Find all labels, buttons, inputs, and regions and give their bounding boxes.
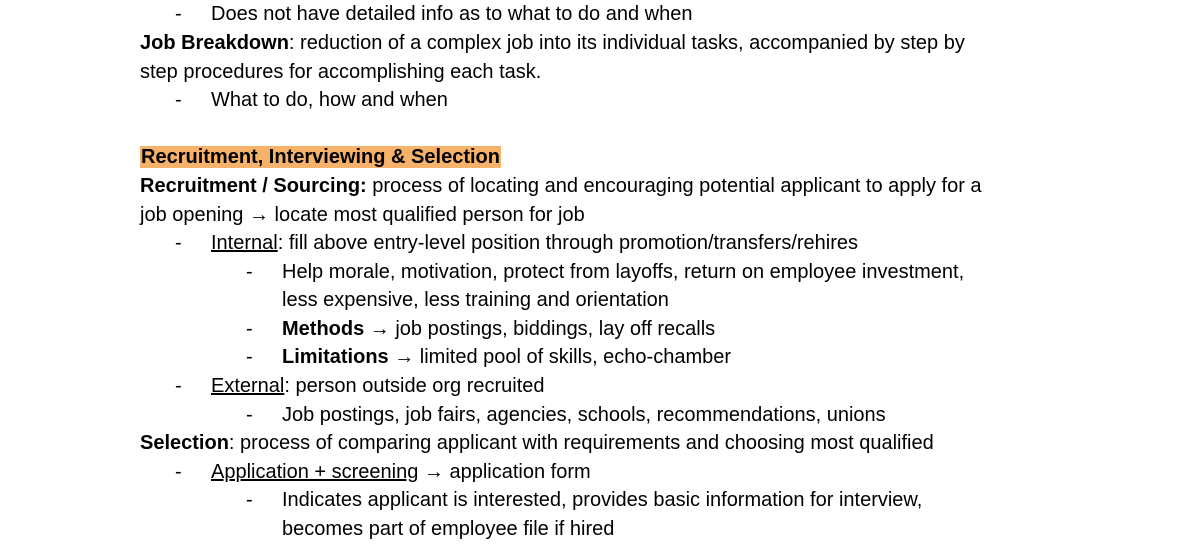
sub-bullet-methods (282, 315, 715, 343)
definition-term: Selection (140, 432, 229, 454)
definition-text: process of locating and encouraging potential applicant to apply for a (366, 175, 982, 197)
sub-bullet-text (282, 401, 886, 429)
highlighted-heading: Recruitment, Interviewing & Selection (141, 146, 500, 168)
sub-bullet-term: Methods (282, 318, 365, 340)
sub-bullet-text (282, 258, 964, 286)
bullet-dash: - (246, 404, 253, 426)
sub-bullet-term: Limitations (282, 346, 389, 368)
bullet-text-content: What to do, how and when (211, 89, 448, 111)
sub-bullet-limitations (282, 343, 731, 371)
underlined-term: Internal (211, 232, 278, 254)
paragraph-text: job opening → locate most qualified person for job (140, 204, 585, 226)
paragraph-text: step procedures for accomplishing each task. (140, 61, 542, 83)
bullet-dash: - (175, 89, 182, 111)
bullet-text-content: Does not have detailed info as to what to do and when (211, 3, 693, 25)
sub-bullet-continuation (282, 515, 614, 543)
paragraph-continuation (140, 58, 541, 86)
sub-bullet-content: Indicates applicant is interested, provides basic information for interview, (282, 489, 923, 511)
paragraph-continuation (140, 201, 585, 229)
section-heading (140, 143, 501, 171)
bullet-text-content: → application form (418, 461, 591, 483)
sub-bullet-continuation (282, 286, 669, 314)
bullet-text (211, 0, 692, 28)
sub-bullet-content: less expensive, less training and orientation (282, 289, 669, 311)
definition-term: Job Breakdown (140, 32, 289, 54)
bullet-text-content: : person outside org recruited (284, 375, 545, 397)
definition-text: : reduction of a complex job into its individual tasks, accompanied by step by (288, 32, 965, 54)
bullet-internal (211, 229, 858, 257)
bullet-dash: - (246, 318, 253, 340)
definition-recruitment (140, 172, 982, 200)
bullet-dash: - (175, 3, 182, 25)
bullet-text (211, 86, 448, 114)
definition-text: : process of comparing applicant with requirements and choosing most qualified (228, 432, 934, 454)
definition-term: Recruitment / Sourcing: (140, 175, 367, 197)
sub-bullet-content: Job postings, job fairs, agencies, schools, recommendations, unions (282, 404, 886, 426)
bullet-dash: - (175, 232, 182, 254)
bullet-dash: - (175, 375, 182, 397)
underlined-term: Application + screening (211, 461, 419, 483)
sub-bullet-text (282, 486, 922, 514)
definition-job-breakdown (140, 29, 965, 57)
bullet-text-content: : fill above entry-level position through promotion/transfers/rehires (277, 232, 859, 254)
bullet-dash: - (246, 261, 253, 283)
sub-bullet-content: becomes part of employee file if hired (282, 518, 615, 540)
sub-bullet-content: → limited pool of skills, echo-chamber (388, 346, 732, 368)
bullet-dash: - (246, 489, 253, 511)
bullet-dash: - (246, 346, 253, 368)
bullet-application (211, 458, 591, 486)
bullet-external (211, 372, 545, 400)
sub-bullet-content: → job postings, biddings, lay off recalls (364, 318, 716, 340)
definition-selection (140, 429, 934, 457)
bullet-dash: - (175, 461, 182, 483)
sub-bullet-content: Help morale, motivation, protect from layoffs, return on employee investment, (282, 261, 965, 283)
underlined-term: External (211, 375, 285, 397)
